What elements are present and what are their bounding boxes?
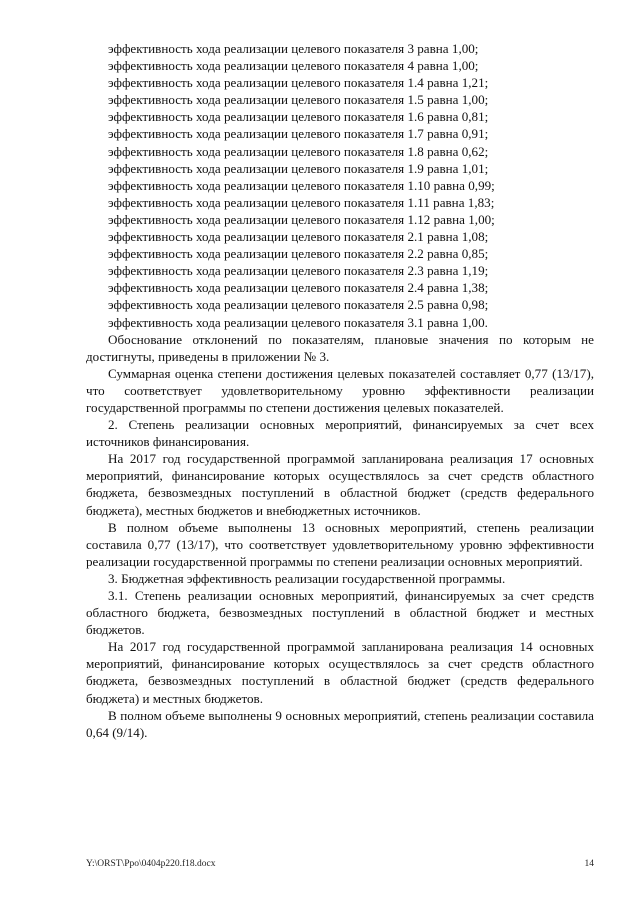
paragraph-deviation-justification: Обоснование отклонений по показателям, плановые значения по которым не достигнуты, приведены в приложении № 3. bbox=[86, 331, 594, 364]
list-item: эффективность хода реализации целевого показателя 1.12 равна 1,00; bbox=[108, 211, 495, 227]
page-number: 14 bbox=[584, 859, 594, 869]
paragraph-planned-measures-14: На 2017 год государственной программой запланирована реализация 14 основных мероприятий, финансирование которых осуществлялось за счет средств областного бюджета, безвозмездных поступлений в областной бюджет (средств федерального бюджета) и местных бюджетов. bbox=[86, 639, 594, 706]
section-heading-budget-efficiency: 3. Бюджетная эффективность реализации государственной программы. bbox=[108, 570, 506, 586]
indicator-list bbox=[86, 40, 594, 331]
list-item: эффективность хода реализации целевого показателя 4 равна 1,00; bbox=[108, 58, 479, 74]
list-item: эффективность хода реализации целевого показателя 3 равна 1,00; bbox=[108, 41, 479, 56]
list-item: эффективность хода реализации целевого показателя 2.2 равна 0,85; bbox=[108, 246, 489, 262]
list-item: эффективность хода реализации целевого показателя 1.11 равна 1,83; bbox=[108, 194, 495, 210]
list-item: эффективность хода реализации целевого показателя 3.1 равна 1,00. bbox=[108, 314, 488, 330]
list-item: эффективность хода реализации целевого показателя 2.3 равна 1,19; bbox=[108, 263, 489, 279]
list-item: эффективность хода реализации целевого показателя 2.1 равна 1,08; bbox=[108, 229, 489, 245]
list-item: эффективность хода реализации целевого показателя 1.7 равна 0,91; bbox=[108, 126, 489, 142]
paragraph-completed-measures-9: В полном объеме выполнены 9 основных мероприятий, степень реализации составила 0,64 (9/14). bbox=[86, 707, 594, 740]
section-heading-measures-all-sources: 2. Степень реализации основных мероприятий, финансируемых за счет всех источников финансирования. bbox=[86, 417, 594, 450]
subsection-heading-regional-budget: 3.1. Степень реализации основных мероприятий, финансируемых за счет средств областного бюджета, безвозмездных поступлений в областной бюджет и местных бюджетов. bbox=[86, 588, 594, 638]
list-item: эффективность хода реализации целевого показателя 1.4 равна 1,21; bbox=[108, 75, 489, 91]
paragraph-planned-measures-17: На 2017 год государственной программой запланирована реализация 17 основных мероприятий, финансирование которых осуществлялось за счет средств областного бюджета, безвозмездных поступлений в областной бюджет (средств федерального бюджета), местных бюджетов и внебюджетных источников. bbox=[86, 451, 594, 518]
footer-file-path: Y:\ORST\Ppo\0404p220.f18.docx bbox=[86, 859, 216, 869]
document-page bbox=[86, 40, 594, 741]
list-item: эффективность хода реализации целевого показателя 1.5 равна 1,00; bbox=[108, 92, 489, 108]
paragraph-summary-assessment: Суммарная оценка степени достижения целевых показателей составляет 0,77 (13/17), что соответствует удовлетворительному уровню эффективности реализации государственной программы по степени достижения целевых показателей. bbox=[86, 365, 594, 415]
paragraph-completed-measures-13: В полном объеме выполнены 13 основных мероприятий, степень реализации составила 0,77 (13/17), что соответствует удовлетворительному уровню эффективности реализации государственной программы по степени реализации основных мероприятий. bbox=[86, 519, 594, 569]
list-item: эффективность хода реализации целевого показателя 1.6 равна 0,81; bbox=[108, 109, 489, 125]
list-item: эффективность хода реализации целевого показателя 2.4 равна 1,38; bbox=[108, 280, 489, 296]
list-item: эффективность хода реализации целевого показателя 1.9 равна 1,01; bbox=[108, 160, 489, 176]
list-item: эффективность хода реализации целевого показателя 1.8 равна 0,62; bbox=[108, 143, 489, 159]
list-item: эффективность хода реализации целевого показателя 1.10 равна 0,99; bbox=[108, 177, 495, 193]
list-item: эффективность хода реализации целевого показателя 2.5 равна 0,98; bbox=[108, 297, 489, 313]
